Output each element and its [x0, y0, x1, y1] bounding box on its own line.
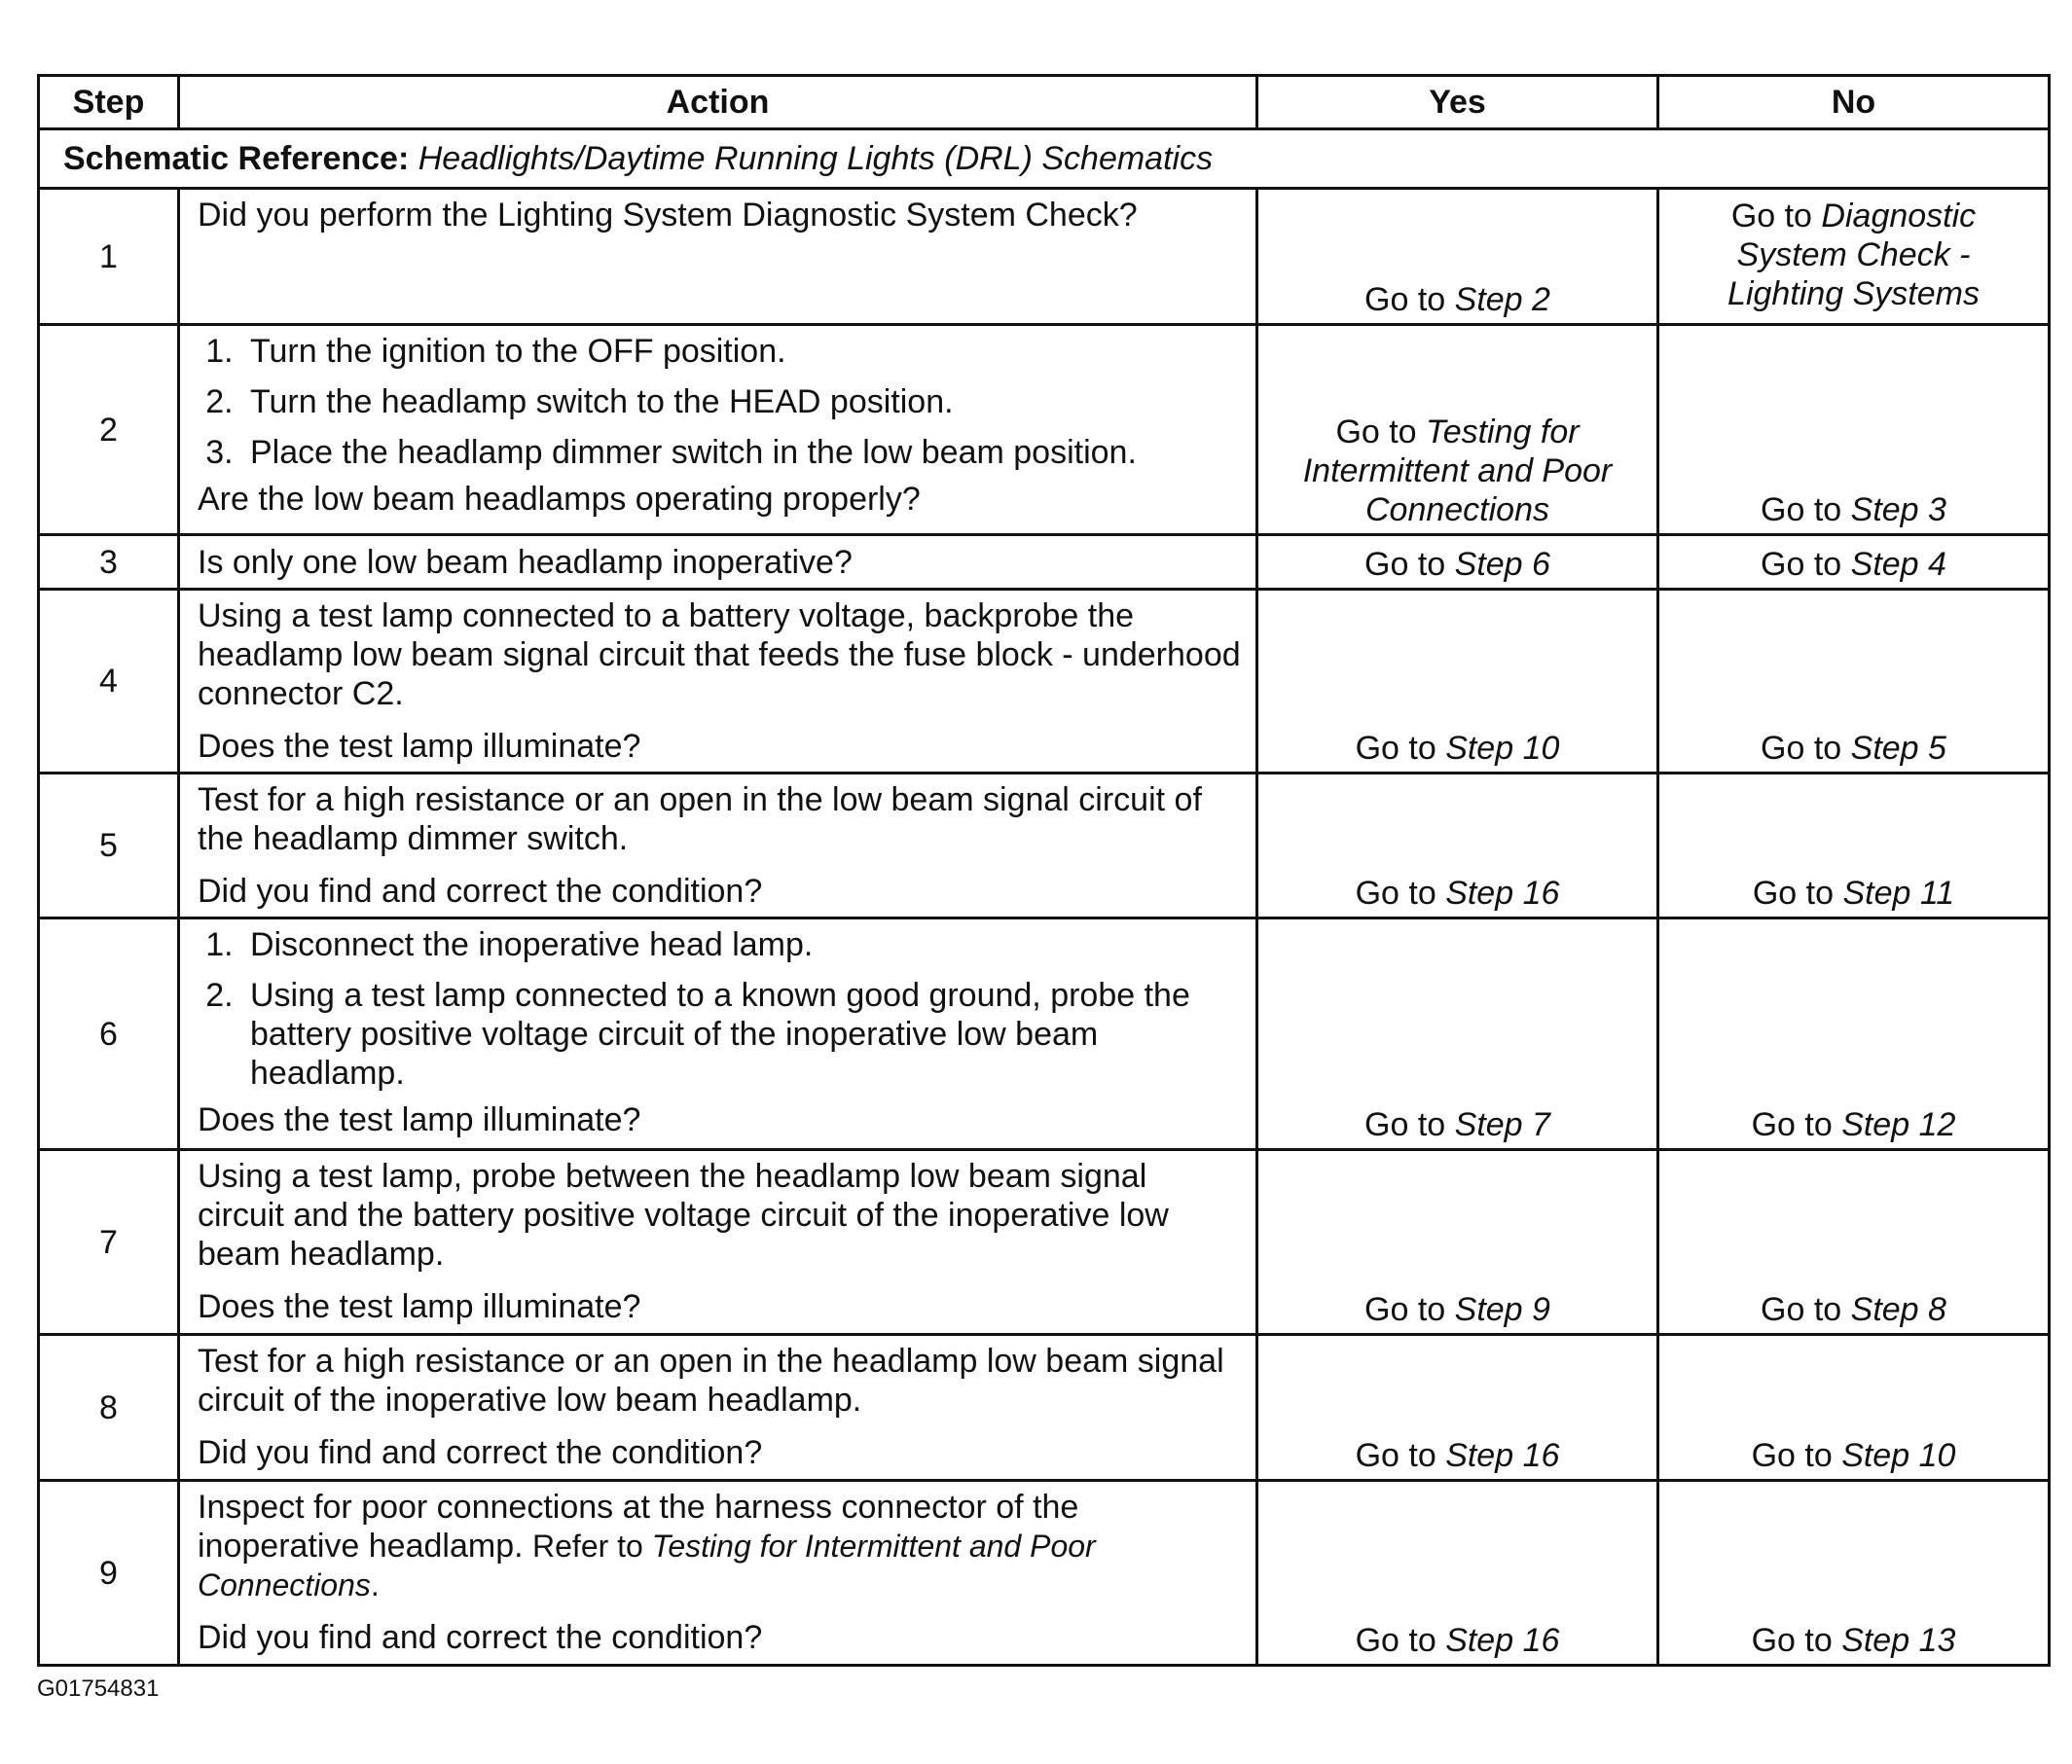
action-text: Is only one low beam headlamp inoperative?	[198, 543, 853, 581]
action-text: Test for a high resistance or an open in the headlamp low beam signal circuit of the inoperative low beam headlamp.	[198, 1343, 1224, 1419]
yes-link[interactable]: Step 7	[1454, 1106, 1550, 1143]
action-text: Using a test lamp connected to a battery voltage, backprobe the headlamp low beam signal circuit that feeds the fuse block - underhood connector C2.	[198, 597, 1241, 712]
no-cell	[1658, 1481, 2050, 1666]
yes-link[interactable]: Step 6	[1454, 546, 1550, 583]
step-number: 7	[39, 1150, 179, 1335]
yes-cell	[1257, 189, 1658, 325]
step-number: 5	[39, 774, 179, 918]
yes-link[interactable]: Step 16	[1445, 875, 1560, 912]
schematic-reference-link[interactable]: Headlights/Daytime Running Lights (DRL) Schematics	[418, 140, 1214, 177]
no-cell	[1658, 189, 2050, 325]
yes-link[interactable]: Step 16	[1445, 1437, 1560, 1474]
no-cell	[1658, 1335, 2050, 1481]
yes-prefix: Go to	[1355, 875, 1446, 912]
action-cell	[179, 774, 1257, 918]
action-cell	[179, 535, 1257, 590]
no-cell	[1658, 1150, 2050, 1335]
table-row	[39, 1150, 2050, 1335]
yes-prefix: Go to	[1355, 1437, 1446, 1474]
action-question: Does the test lamp illuminate?	[198, 728, 641, 765]
action-cell	[179, 590, 1257, 774]
no-link[interactable]: Step 13	[1841, 1622, 1956, 1659]
no-link[interactable]: Step 10	[1841, 1437, 1956, 1474]
no-link[interactable]: Step 4	[1850, 546, 1946, 583]
table-row	[39, 774, 2050, 918]
no-cell	[1658, 774, 2050, 918]
no-prefix: Go to	[1761, 1291, 1851, 1328]
header-row	[39, 76, 2050, 129]
action-steps-list	[198, 332, 1242, 472]
yes-cell	[1257, 535, 1658, 590]
table-row	[39, 325, 2050, 535]
no-prefix: Go to	[1751, 1622, 1842, 1659]
action-step-item: 3. Place the headlamp dimmer switch in the low beam position.	[242, 433, 1242, 472]
schematic-reference	[39, 129, 2050, 189]
yes-prefix: Go to	[1364, 546, 1455, 583]
action-cell	[179, 918, 1257, 1150]
diagnostic-table	[37, 74, 2051, 1667]
action-text: Test for a high resistance or an open in the low beam signal circuit of the headlamp dimmer switch.	[198, 781, 1202, 857]
action-cell	[179, 1481, 1257, 1666]
step-number: 6	[39, 918, 179, 1150]
header-step: Step	[39, 76, 179, 129]
no-link[interactable]: Step 11	[1842, 875, 1955, 912]
yes-cell	[1257, 325, 1658, 535]
figure-id: G01754831	[37, 1675, 160, 1702]
header-yes: Yes	[1257, 76, 1658, 129]
table-row	[39, 1481, 2050, 1666]
step-number: 8	[39, 1335, 179, 1481]
yes-prefix: Go to	[1335, 414, 1427, 450]
no-link[interactable]: Step 8	[1850, 1291, 1946, 1328]
step-number: 9	[39, 1481, 179, 1666]
yes-cell	[1257, 1150, 1658, 1335]
action-step-item: 2. Using a test lamp connected to a known good ground, probe the battery positive voltage circuit of the inoperative low beam headlamp.	[242, 976, 1242, 1093]
header-no: No	[1658, 76, 2050, 129]
yes-link[interactable]: Step 2	[1454, 281, 1550, 318]
yes-prefix: Go to	[1355, 1622, 1446, 1659]
yes-link[interactable]: Step 16	[1445, 1622, 1560, 1659]
action-step-item: 1. Disconnect the inoperative head lamp.	[242, 925, 1242, 964]
no-link[interactable]: Diagnostic System Check - Lighting Systems	[1727, 197, 1980, 312]
no-prefix: Go to	[1751, 1106, 1842, 1143]
schematic-reference-row	[39, 129, 2050, 189]
no-prefix: Go to	[1751, 1437, 1842, 1474]
no-prefix: Go to	[1752, 875, 1843, 912]
no-cell	[1658, 535, 2050, 590]
table-row	[39, 535, 2050, 590]
table-row	[39, 918, 2050, 1150]
yes-cell	[1257, 590, 1658, 774]
action-question: Did you find and correct the condition?	[198, 1434, 763, 1471]
action-question: Does the test lamp illuminate?	[198, 1101, 641, 1138]
no-link[interactable]: Step 12	[1841, 1106, 1956, 1143]
no-prefix: Go to	[1761, 491, 1851, 528]
no-prefix: Go to	[1730, 197, 1822, 234]
yes-prefix: Go to	[1364, 1291, 1455, 1328]
action-cell	[179, 1335, 1257, 1481]
step-number: 4	[39, 590, 179, 774]
action-text: Inspect for poor connections at the harness connector of the inoperative headlamp. Refer to Testing for Intermittent and Poor Connections.	[198, 1489, 1096, 1602]
table-row	[39, 590, 2050, 774]
no-link[interactable]: Step 5	[1850, 730, 1946, 767]
action-cell	[179, 189, 1257, 325]
yes-cell	[1257, 1335, 1658, 1481]
yes-prefix: Go to	[1355, 730, 1446, 767]
action-cell	[179, 325, 1257, 535]
action-cell	[179, 1150, 1257, 1335]
no-prefix: Go to	[1761, 546, 1851, 583]
yes-cell	[1257, 918, 1658, 1150]
yes-cell	[1257, 1481, 1658, 1666]
no-link[interactable]: Step 3	[1850, 491, 1946, 528]
refer-link[interactable]: Testing for Intermittent and Poor Connections	[198, 1529, 1096, 1602]
table-row	[39, 1335, 2050, 1481]
action-step-item: 1. Turn the ignition to the OFF position.	[242, 332, 1242, 371]
action-question: Did you find and correct the condition?	[198, 1619, 763, 1656]
step-number: 2	[39, 325, 179, 535]
header-action: Action	[179, 76, 1257, 129]
no-cell	[1658, 918, 2050, 1150]
no-cell	[1658, 590, 2050, 774]
action-question: Does the test lamp illuminate?	[198, 1288, 641, 1325]
action-text: Using a test lamp, probe between the headlamp low beam signal circuit and the battery positive voltage circuit of the inoperative low beam headlamp.	[198, 1158, 1169, 1273]
action-question: Did you find and correct the condition?	[198, 873, 763, 910]
yes-link[interactable]: Testing for Intermittent and Poor Connections	[1302, 414, 1613, 528]
action-step-item: 2. Turn the headlamp switch to the HEAD position.	[242, 382, 1242, 421]
yes-link[interactable]: Step 9	[1454, 1291, 1550, 1328]
action-question: Are the low beam headlamps operating properly?	[198, 481, 921, 518]
table-row	[39, 189, 2050, 325]
action-text: Did you perform the Lighting System Diagnostic System Check?	[198, 197, 1138, 234]
schematic-reference-label: Schematic Reference:	[63, 140, 410, 177]
yes-prefix: Go to	[1364, 1106, 1455, 1143]
step-number: 3	[39, 535, 179, 590]
step-number: 1	[39, 189, 179, 325]
action-steps-list	[198, 925, 1242, 1093]
yes-cell	[1257, 774, 1658, 918]
yes-link[interactable]: Step 10	[1445, 730, 1560, 767]
yes-prefix: Go to	[1364, 281, 1455, 318]
no-cell	[1658, 325, 2050, 535]
no-prefix: Go to	[1761, 730, 1851, 767]
